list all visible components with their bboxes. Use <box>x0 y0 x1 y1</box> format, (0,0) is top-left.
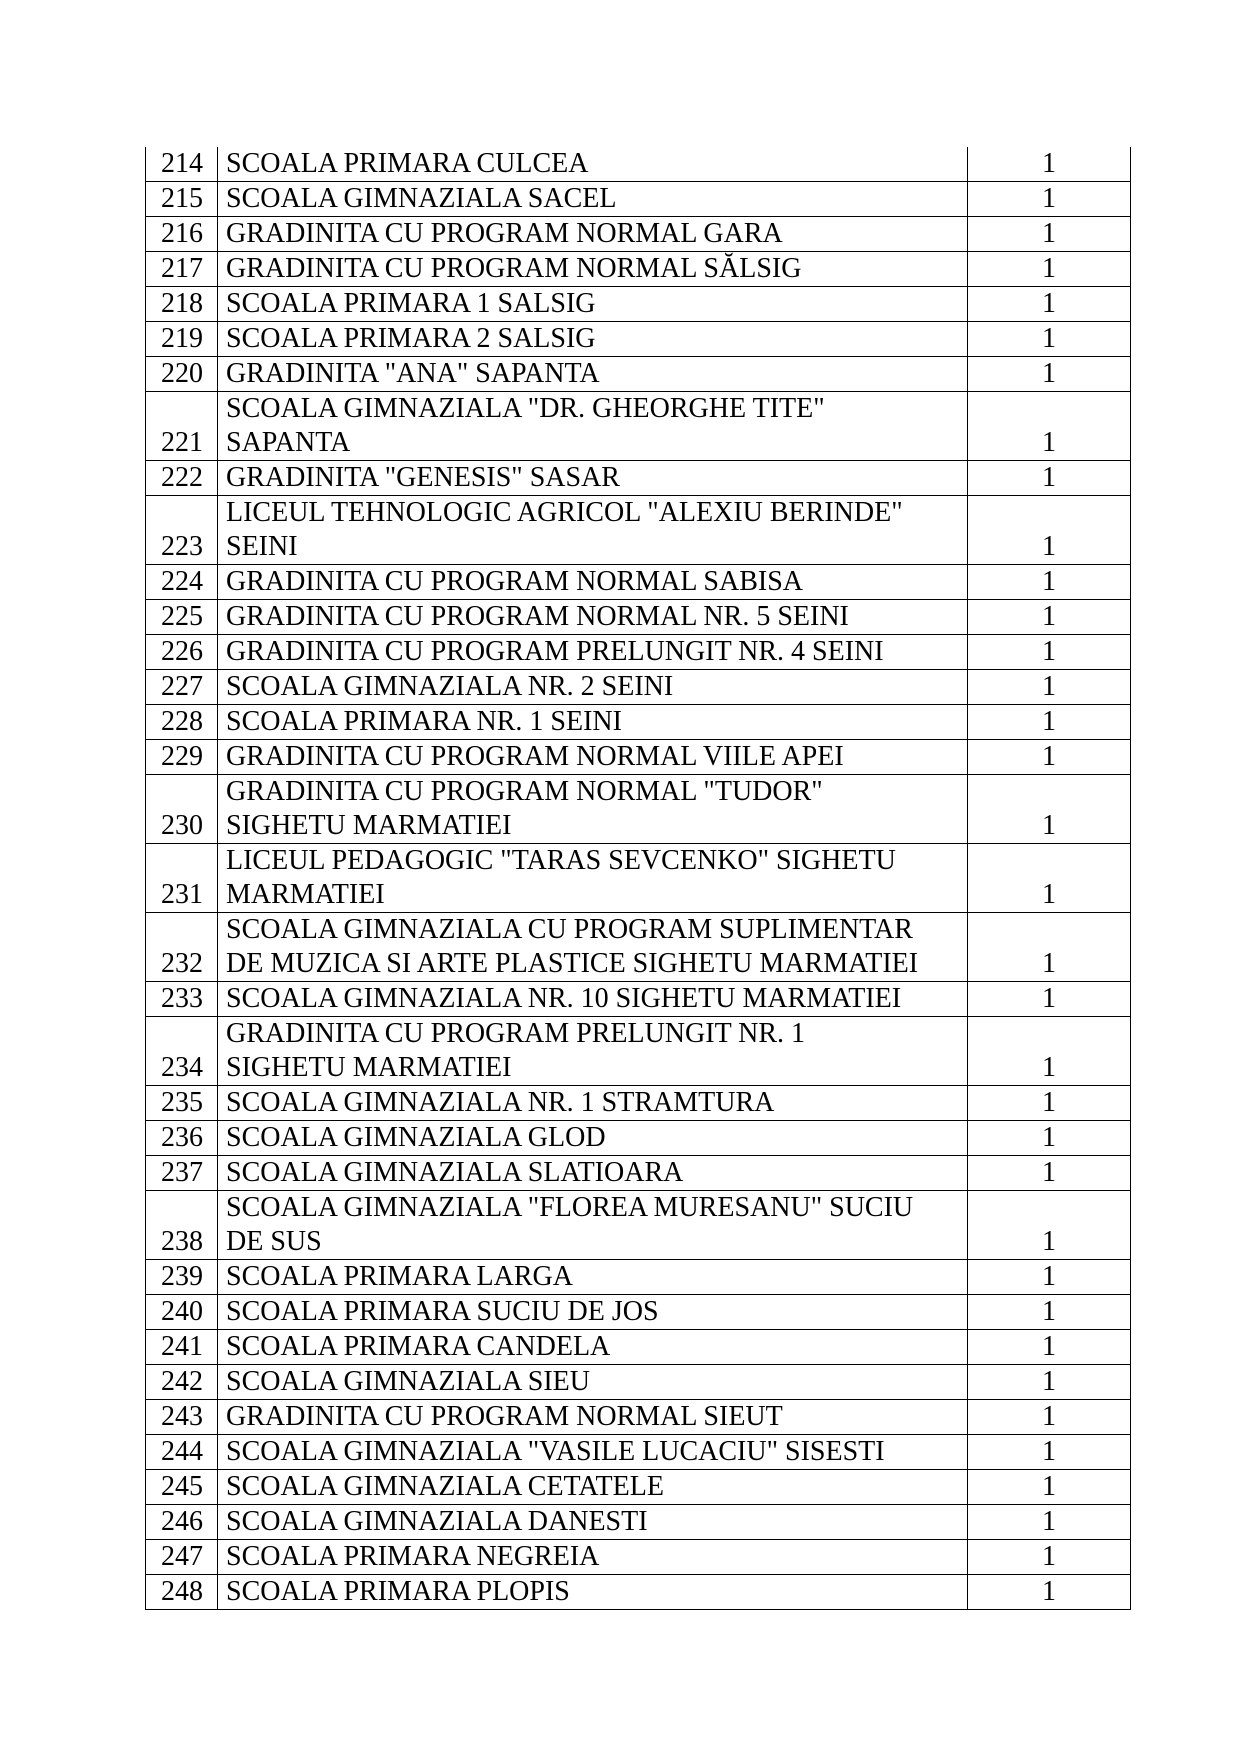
table-row <box>146 1505 1131 1540</box>
row-number-cell: 220 <box>146 357 218 392</box>
row-number-cell: 214 <box>146 147 218 182</box>
school-name-line: SCOALA GIMNAZIALA CU PROGRAM SUPLIMENTAR <box>226 914 913 945</box>
row-number-cell: 222 <box>146 461 218 496</box>
school-name-cell <box>218 461 968 496</box>
school-name-line: GRADINITA CU PROGRAM NORMAL "TUDOR" <box>226 776 823 807</box>
count-cell: 1 <box>968 844 1131 913</box>
school-name-line: GRADINITA CU PROGRAM NORMAL NR. 5 SEINI <box>226 601 849 632</box>
school-name-cell <box>218 1575 968 1610</box>
school-name-line: GRADINITA CU PROGRAM PRELUNGIT NR. 4 SEINI <box>226 636 884 667</box>
table-row <box>146 1435 1131 1470</box>
row-number-cell: 235 <box>146 1086 218 1121</box>
count-cell: 1 <box>968 1575 1131 1610</box>
row-number-cell: 238 <box>146 1191 218 1260</box>
school-name-line: SEINI <box>226 531 298 562</box>
school-name-line: SCOALA PRIMARA 1 SALSIG <box>226 288 596 319</box>
count-cell: 1 <box>968 392 1131 461</box>
school-name-line: LICEUL TEHNOLOGIC AGRICOL "ALEXIU BERINDE" <box>226 497 903 528</box>
table-row <box>146 1365 1131 1400</box>
school-name-line: SCOALA GIMNAZIALA NR. 10 SIGHETU MARMATIEI <box>226 983 902 1014</box>
table-row <box>146 1260 1131 1295</box>
school-name-cell <box>218 982 968 1017</box>
table-row <box>146 740 1131 775</box>
count-cell: 1 <box>968 982 1131 1017</box>
school-name-line: SCOALA PRIMARA CANDELA <box>226 1331 611 1362</box>
table-row <box>146 322 1131 357</box>
school-name-line: SCOALA GIMNAZIALA NR. 1 STRAMTURA <box>226 1087 775 1118</box>
table-row <box>146 600 1131 635</box>
row-number-cell: 216 <box>146 217 218 252</box>
school-name-line: SCOALA PRIMARA CULCEA <box>226 148 589 179</box>
school-name-line: DE MUZICA SI ARTE PLASTICE SIGHETU MARMATIEI <box>226 948 919 979</box>
table-row <box>146 705 1131 740</box>
count-cell: 1 <box>968 1435 1131 1470</box>
schools-table-body <box>146 147 1131 1610</box>
count-cell: 1 <box>968 1365 1131 1400</box>
row-number-cell: 227 <box>146 670 218 705</box>
count-cell: 1 <box>968 461 1131 496</box>
school-name-cell <box>218 1191 968 1260</box>
count-cell: 1 <box>968 1540 1131 1575</box>
school-name-cell <box>218 844 968 913</box>
school-name-line: SCOALA PRIMARA SUCIU DE JOS <box>226 1296 659 1327</box>
table-row <box>146 496 1131 565</box>
school-name-cell <box>218 1435 968 1470</box>
count-cell: 1 <box>968 740 1131 775</box>
row-number-cell: 223 <box>146 496 218 565</box>
table-row <box>146 1470 1131 1505</box>
school-name-cell <box>218 147 968 182</box>
school-name-line: GRADINITA CU PROGRAM PRELUNGIT NR. 1 <box>226 1018 806 1049</box>
school-name-line: LICEUL PEDAGOGIC "TARAS SEVCENKO" SIGHETU <box>226 845 896 876</box>
school-name-cell <box>218 1121 968 1156</box>
school-name-line: GRADINITA CU PROGRAM NORMAL SĂLSIG <box>226 253 802 284</box>
table-row <box>146 1086 1131 1121</box>
school-name-line: SCOALA PRIMARA 2 SALSIG <box>226 323 596 354</box>
table-row <box>146 1295 1131 1330</box>
school-name-cell <box>218 1156 968 1191</box>
school-name-cell <box>218 740 968 775</box>
row-number-cell: 244 <box>146 1435 218 1470</box>
count-cell: 1 <box>968 287 1131 322</box>
row-number-cell: 215 <box>146 182 218 217</box>
row-number-cell: 246 <box>146 1505 218 1540</box>
count-cell: 1 <box>968 775 1131 844</box>
school-name-cell <box>218 1017 968 1086</box>
count-cell: 1 <box>968 1470 1131 1505</box>
row-number-cell: 242 <box>146 1365 218 1400</box>
school-name-cell <box>218 1540 968 1575</box>
table-row <box>146 670 1131 705</box>
count-cell: 1 <box>968 182 1131 217</box>
school-name-line: SCOALA GIMNAZIALA SLATIOARA <box>226 1157 684 1188</box>
table-row <box>146 1017 1131 1086</box>
school-name-cell <box>218 496 968 565</box>
table-row <box>146 1540 1131 1575</box>
row-number-cell: 230 <box>146 775 218 844</box>
school-name-line: SCOALA PRIMARA NR. 1 SEINI <box>226 706 622 737</box>
count-cell: 1 <box>968 705 1131 740</box>
row-number-cell: 219 <box>146 322 218 357</box>
school-name-line: DE SUS <box>226 1226 322 1257</box>
school-name-cell <box>218 182 968 217</box>
school-name-line: SCOALA GIMNAZIALA "DR. GHEORGHE TITE" <box>226 393 825 424</box>
school-name-line: SIGHETU MARMATIEI <box>226 1052 512 1083</box>
row-number-cell: 243 <box>146 1400 218 1435</box>
row-number-cell: 218 <box>146 287 218 322</box>
school-name-cell <box>218 217 968 252</box>
school-name-cell <box>218 252 968 287</box>
count-cell: 1 <box>968 357 1131 392</box>
count-cell: 1 <box>968 565 1131 600</box>
row-number-cell: 217 <box>146 252 218 287</box>
count-cell: 1 <box>968 600 1131 635</box>
school-name-cell <box>218 322 968 357</box>
count-cell: 1 <box>968 670 1131 705</box>
school-name-line: SCOALA PRIMARA PLOPIS <box>226 1576 570 1607</box>
school-name-cell <box>218 1330 968 1365</box>
school-name-line: GRADINITA CU PROGRAM NORMAL GARA <box>226 218 783 249</box>
row-number-cell: 248 <box>146 1575 218 1610</box>
row-number-cell: 237 <box>146 1156 218 1191</box>
count-cell: 1 <box>968 496 1131 565</box>
count-cell: 1 <box>968 1505 1131 1540</box>
school-name-line: SIGHETU MARMATIEI <box>226 810 512 841</box>
school-name-cell <box>218 1470 968 1505</box>
table-row <box>146 357 1131 392</box>
row-number-cell: 228 <box>146 705 218 740</box>
school-name-cell <box>218 705 968 740</box>
school-name-line: SCOALA GIMNAZIALA "VASILE LUCACIU" SISESTI <box>226 1436 885 1467</box>
row-number-cell: 225 <box>146 600 218 635</box>
row-number-cell: 231 <box>146 844 218 913</box>
row-number-cell: 239 <box>146 1260 218 1295</box>
school-name-cell <box>218 670 968 705</box>
table-row <box>146 461 1131 496</box>
school-name-cell <box>218 357 968 392</box>
table-row <box>146 913 1131 982</box>
count-cell: 1 <box>968 1191 1131 1260</box>
school-name-cell <box>218 1505 968 1540</box>
table-row <box>146 635 1131 670</box>
table-row <box>146 147 1131 182</box>
count-cell: 1 <box>968 1156 1131 1191</box>
table-row <box>146 844 1131 913</box>
row-number-cell: 241 <box>146 1330 218 1365</box>
table-row <box>146 392 1131 461</box>
table-row <box>146 1400 1131 1435</box>
row-number-cell: 245 <box>146 1470 218 1505</box>
school-name-line: GRADINITA "GENESIS" SASAR <box>226 462 620 493</box>
school-name-line: GRADINITA CU PROGRAM NORMAL SIEUT <box>226 1401 783 1432</box>
count-cell: 1 <box>968 1086 1131 1121</box>
count-cell: 1 <box>968 1330 1131 1365</box>
school-name-line: SCOALA PRIMARA LARGA <box>226 1261 573 1292</box>
count-cell: 1 <box>968 1017 1131 1086</box>
school-name-line: SAPANTA <box>226 427 351 458</box>
school-name-cell <box>218 635 968 670</box>
table-row <box>146 1330 1131 1365</box>
table-row <box>146 775 1131 844</box>
count-cell: 1 <box>968 217 1131 252</box>
school-name-line: SCOALA GIMNAZIALA CETATELE <box>226 1471 664 1502</box>
school-name-line: SCOALA GIMNAZIALA NR. 2 SEINI <box>226 671 674 702</box>
count-cell: 1 <box>968 322 1131 357</box>
row-number-cell: 224 <box>146 565 218 600</box>
table-row <box>146 217 1131 252</box>
count-cell: 1 <box>968 147 1131 182</box>
row-number-cell: 234 <box>146 1017 218 1086</box>
row-number-cell: 233 <box>146 982 218 1017</box>
school-name-line: GRADINITA CU PROGRAM NORMAL VIILE APEI <box>226 741 844 772</box>
count-cell: 1 <box>968 1121 1131 1156</box>
document-page <box>145 147 1130 1610</box>
table-row <box>146 565 1131 600</box>
school-name-cell <box>218 392 968 461</box>
school-name-line: SCOALA GIMNAZIALA SACEL <box>226 183 617 214</box>
school-name-line: SCOALA GIMNAZIALA "FLOREA MURESANU" SUCIU <box>226 1192 914 1223</box>
school-name-cell <box>218 913 968 982</box>
school-name-line: MARMATIEI <box>226 879 385 910</box>
school-name-line: SCOALA GIMNAZIALA GLOD <box>226 1122 606 1153</box>
school-name-cell <box>218 1365 968 1400</box>
table-row <box>146 182 1131 217</box>
count-cell: 1 <box>968 252 1131 287</box>
row-number-cell: 247 <box>146 1540 218 1575</box>
school-name-line: SCOALA GIMNAZIALA DANESTI <box>226 1506 648 1537</box>
row-number-cell: 236 <box>146 1121 218 1156</box>
count-cell: 1 <box>968 913 1131 982</box>
school-name-cell <box>218 1260 968 1295</box>
table-row <box>146 252 1131 287</box>
count-cell: 1 <box>968 1400 1131 1435</box>
school-name-line: SCOALA PRIMARA NEGREIA <box>226 1541 600 1572</box>
school-name-cell <box>218 1295 968 1330</box>
table-row <box>146 1575 1131 1610</box>
school-name-cell <box>218 775 968 844</box>
row-number-cell: 229 <box>146 740 218 775</box>
school-name-cell <box>218 1400 968 1435</box>
school-name-cell <box>218 287 968 322</box>
table-row <box>146 1191 1131 1260</box>
count-cell: 1 <box>968 635 1131 670</box>
row-number-cell: 226 <box>146 635 218 670</box>
school-name-cell <box>218 1086 968 1121</box>
schools-table <box>145 147 1131 1610</box>
count-cell: 1 <box>968 1260 1131 1295</box>
row-number-cell: 240 <box>146 1295 218 1330</box>
count-cell: 1 <box>968 1295 1131 1330</box>
school-name-line: GRADINITA CU PROGRAM NORMAL SABISA <box>226 566 804 597</box>
school-name-line: SCOALA GIMNAZIALA SIEU <box>226 1366 590 1397</box>
school-name-cell <box>218 600 968 635</box>
row-number-cell: 232 <box>146 913 218 982</box>
table-row <box>146 1156 1131 1191</box>
table-row <box>146 1121 1131 1156</box>
table-row <box>146 982 1131 1017</box>
school-name-line: GRADINITA "ANA" SAPANTA <box>226 358 600 389</box>
school-name-cell <box>218 565 968 600</box>
row-number-cell: 221 <box>146 392 218 461</box>
table-row <box>146 287 1131 322</box>
